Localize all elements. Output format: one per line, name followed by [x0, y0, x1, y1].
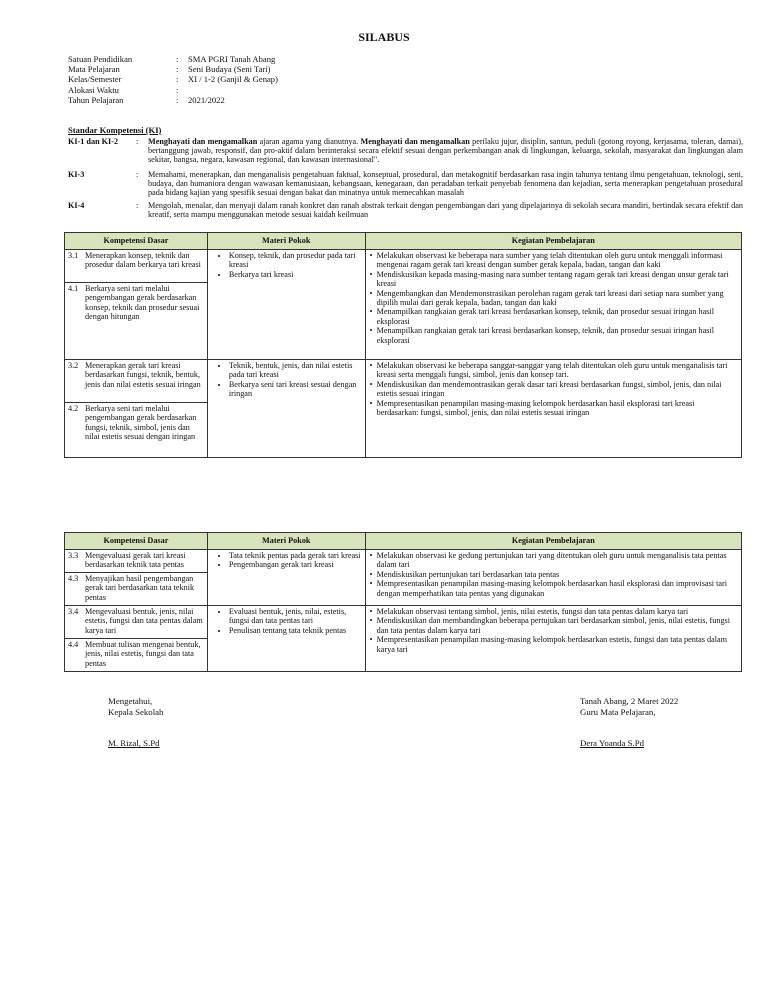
mp-item: • Konsep, teknik, dan prosedur pada tari kreasi: [229, 251, 362, 270]
kp-list: [369, 607, 738, 654]
mp-item: • Berkarya seni tari kreasi sesuai dengan iringan: [229, 380, 362, 399]
info-label: Kelas/Semester: [68, 74, 122, 85]
headmaster-name: M. Rizal, S.Pd: [108, 738, 160, 748]
ki-bold: Menghayati dan mengamalkan: [360, 137, 470, 146]
kp-cell: [365, 250, 741, 360]
info-colon: :: [176, 74, 179, 85]
kd-item: [68, 551, 204, 570]
ki-label: KI-1 dan KI-2: [68, 137, 119, 146]
kd-text: Membuat tulisan mengenai bentuk, jenis, nilai estetis, fungsi dan tata pentas: [85, 640, 201, 668]
kp-list: [369, 251, 738, 345]
info-value: 2021/2022: [188, 94, 225, 105]
mp-item: • Teknik, bentuk, jenis, dan nilai estetis pada tari kreasi: [229, 361, 362, 380]
kp-item: • Menampilkan rangkaian gerak tari kreasi berdasarkan konsep, teknik, dan prosedur sesuai iringan hasil eksplorasi: [377, 307, 738, 326]
kd-number: 4.4: [68, 640, 79, 649]
mp-cell: [207, 550, 365, 606]
info-row: [68, 54, 278, 64]
kd-text: Menerapkan gerak tari kreasi berdasarkan fungsi, teknik, bentuk, jenis dan nilai estetis sesuai iringan: [85, 361, 201, 389]
ki-text-part: ajaran agama yang dianutnya.: [257, 137, 361, 146]
info-value: Seni Budaya (Seni Tari): [188, 64, 271, 75]
identity-block: [68, 54, 278, 105]
ki-text: Mengolah, menalar, dan menyaji dalam ranah konkret dan ranah abstrak terkait dengan pengembangan dari yang dipelajarinya di sekolah secara mandiri, bertindak secara efektif dan kreatif, serta mampu menggunakan metode sesuai kaidah keilmuan: [148, 201, 743, 220]
info-row: [68, 64, 278, 74]
kd-item: [68, 607, 204, 635]
ki-text: Memahami, menerapkan, dan menganalisis pengetahuan faktual, konseptual, prosedural, dan metakognitif berdasarkan rasa ingin tahunya tentang ilmu pengetahuan, teknologi, seni, budaya, dan humaniora dengan wawasan kemanusiaan, kebangsaan, kenegaraan, dan peradaban terkait penyebab fenomena dan kejadian, serta menerapkan pengetahuan prosedural pada bidang kajian yang spesifik sesuai dengan bakat dan minatnya untuk memecahkan masalah: [148, 170, 743, 198]
table-row: [65, 606, 742, 639]
kp-item: • Menampilkan rangkaian gerak tari kreasi berdasarkan konsep, teknik, dan prosedur sesuai iringan hasil eksplorasi: [377, 326, 738, 345]
mp-list: [211, 551, 362, 570]
kd-cell: [65, 606, 208, 639]
kd-number: 4.3: [68, 574, 79, 583]
kp-item: • Mengembangkan dan Mendemonstrasikan perolehan ragam gerak tari kreasi dari setiap nara sumber yang dipilih mulai dari gerak kepala, badan, tangan dan kaki: [377, 289, 738, 308]
info-label: Tahun Pelajaran: [68, 94, 124, 105]
kp-list: [369, 551, 738, 598]
info-colon: :: [176, 84, 179, 95]
kd-cell: [65, 550, 208, 573]
kd-cell: [65, 250, 208, 283]
silabus-table-2: [64, 532, 742, 672]
info-row: [68, 95, 278, 105]
kp-item: • Mendiskusikan dan membandingkan beberapa pertujukan tari berdasarkan simbol, jenis, nilai estetis, fungsi dan tata pentas dalam karya tari: [377, 616, 738, 635]
kd-item: [68, 640, 204, 668]
table-header-row: [65, 533, 742, 550]
mp-cell: [207, 250, 365, 360]
mp-item: • Tata teknik pentas pada gerak tari kreasi: [229, 551, 362, 560]
signature-right: [580, 696, 678, 749]
kd-cell: [65, 283, 208, 360]
document-title: SILABUS: [358, 30, 410, 44]
kp-item: • Melakukan observasi ke beberapa sanggar-sanggar yang telah ditentukan oleh guru untuk menganalisis tari kreasi serta menggali fungsi, simbol, jenis dan konsep tari.: [377, 361, 738, 380]
ki-label: KI-4: [68, 201, 85, 210]
kp-item: • Melakukan observasi ke beberapa nara sumber yang telah ditentukan oleh guru untuk menggali informasi mengenai ragam gerak tari kreasi dengan sumber gerak kepala, badan, tangan dan kaki: [377, 251, 738, 270]
header-kegiatan-pembelajaran: Kegiatan Pembelajaran: [365, 233, 741, 250]
info-row: [68, 85, 278, 95]
signature-left-line1: Mengetahui,: [108, 696, 153, 706]
kd-number: 3.3: [68, 551, 79, 560]
kp-item: • Melakukan observasi ke gedung pertunjukan tari yang ditentukan oleh guru untuk menganalisis tata pentas dalam tari: [377, 551, 738, 570]
info-colon: :: [176, 94, 179, 105]
mp-list: [211, 607, 362, 635]
kd-item: [68, 251, 204, 270]
kd-item: [68, 574, 204, 602]
table-row: [65, 250, 742, 283]
header-kegiatan-pembelajaran: Kegiatan Pembelajaran: [365, 533, 741, 550]
kd-number: 4.1: [68, 284, 79, 293]
table-row: [65, 360, 742, 403]
silabus-table-1: [64, 232, 742, 458]
mp-item: • Pengembangan gerak tari kreasi: [229, 560, 362, 569]
kp-cell: [365, 606, 741, 672]
ki-colon: :: [136, 201, 139, 210]
header-kompetensi-dasar: Kompetensi Dasar: [65, 533, 208, 550]
kd-text: Mengevaluasi bentuk, jenis, nilai estetis, fungsi dan tata pentas dalam karya tari: [85, 607, 203, 635]
ki-label: KI-3: [68, 170, 85, 179]
mp-cell: [207, 606, 365, 672]
kd-cell: [65, 360, 208, 403]
header-kompetensi-dasar: Kompetensi Dasar: [65, 233, 208, 250]
signature-right-line1: Tanah Abang, 2 Maret 2022: [580, 696, 679, 706]
mp-list: [211, 251, 362, 279]
kd-text: Berkarya seni tari melalui pengembangan gerak berdasarkan konsep, teknik dan prosedur sesuai dengan hitungan: [85, 284, 200, 322]
info-row: [68, 74, 278, 84]
kd-text: Berkarya seni tari melalui pengembangan gerak berdasarkan fungsi, teknik, simbol, jenis dan nilai estetis sesuai dengan iringan: [85, 404, 197, 442]
header-materi-pokok: Materi Pokok: [207, 533, 365, 550]
kd-item: [68, 404, 204, 442]
ki-text-part: perilaku jujur, disiplin, santun, peduli (gotong royong, kerjasama, toleran, damai), bertanggung jawab, responsif, dan pro-aktif dalam berinteraksi secara efektif sesuai dengan perkembangan anak di lingkungan, keluarga, sekolah, masyarakat dan lingkungan alam sekitar, bangsa, negara, kawasan regional, dan kawasan internasional".: [148, 137, 743, 165]
kp-item: • Mempresentasikan penampilan masing-masing kelompok berdasarkan estetis, fungsi dan tata pentas dalam karya tari: [377, 635, 738, 654]
kp-item: • Mendiskusikan kepada masing-masing nara sumber tentang ragam gerak tari kreasi dengan unsur gerak tari kreasi: [377, 270, 738, 289]
signature-right-line2: Guru Mata Pelajaran,: [580, 707, 656, 717]
ki-1-2-row: [68, 137, 743, 165]
mp-item: • Penulisan tentang tata teknik pentas: [229, 626, 362, 635]
kd-cell: [65, 639, 208, 672]
ki-4-row: [68, 201, 743, 219]
info-label: Alokasi Waktu: [68, 84, 119, 95]
kd-text: Mengevaluasi gerak tari kreasi berdasarkan teknik tata pentas: [85, 551, 186, 570]
standar-kompetensi-heading: Standar Kompetensi (KI): [68, 125, 162, 135]
kd-number: 3.2: [68, 361, 79, 370]
info-label: Satuan Pendidikan: [68, 54, 133, 64]
kd-text: Menyajikan hasil pengembangan gerak tari berdasarkan tata teknik pentas: [85, 574, 195, 602]
info-value: SMA PGRI Tanah Abang: [188, 54, 276, 64]
kd-number: 4.2: [68, 404, 79, 413]
kd-cell: [65, 403, 208, 458]
kp-item: • Melakukan observasi tentang simbol, jenis, nilai estetis, fungsi dan tata pentas dalam karya tari: [377, 607, 738, 616]
kd-number: 3.1: [68, 251, 79, 260]
kd-item: [68, 361, 204, 389]
kp-cell: [365, 550, 741, 606]
mp-item: • Evaluasi bentuk, jenis, nilai, estetis, fungsi dan tata pentas tari: [229, 607, 362, 626]
signature-left: [108, 696, 163, 749]
info-label: Mata Pelajaran: [68, 64, 120, 75]
info-value: XI / 1-2 (Ganjil & Genap): [188, 74, 278, 85]
ki-colon: :: [136, 170, 139, 179]
kp-item: • Mempresentasikan penampilan masing-masing kelompok berdasarkan hasil eksplorasi dan improvisasi tari dengan memperhatikan tata pentas yang digunakan: [377, 579, 738, 598]
signature-left-line2: Kepala Sekolah: [108, 707, 164, 717]
ki-bold: Menghayati dan mengamalkan: [148, 137, 258, 146]
kp-cell: [365, 360, 741, 458]
info-colon: :: [176, 54, 179, 64]
kd-number: 3.4: [68, 607, 79, 616]
teacher-name: Dera Yoanda S.Pd: [580, 738, 645, 748]
mp-list: [211, 361, 362, 399]
mp-item: • Berkarya tari kreasi: [229, 270, 362, 279]
kp-item: • Mendiskusikan pertunjukan tari berdasarkan tata pentas: [377, 570, 738, 579]
kp-list: [369, 361, 738, 417]
info-colon: :: [176, 64, 179, 75]
header-materi-pokok: Materi Pokok: [207, 233, 365, 250]
kd-item: [68, 284, 204, 322]
ki-3-row: [68, 170, 743, 198]
ki-colon: :: [136, 137, 139, 146]
kp-item: • Mempresentasikan penampilan masing-masing kelompok berdasarkan hasil eksplorasi tari kreasi berdasarkan: fungsi, simbol, jenis, dan nilai estetis sesuai iringan: [377, 399, 738, 418]
mp-cell: [207, 360, 365, 458]
table-header-row: [65, 233, 742, 250]
kd-cell: [65, 573, 208, 606]
table-row: [65, 550, 742, 573]
kd-text: Menerapkan konsep, teknik dan prosedur dalam berkarya tari kreasi: [85, 251, 201, 270]
ki-text: [148, 137, 743, 165]
kp-item: • Mendiskusikan dan mendemontrasikan gerak dasar tari kreasi berdasarkan fungsi, simbol, jenis, dan nilai estetis sesuai iringan: [377, 380, 738, 399]
